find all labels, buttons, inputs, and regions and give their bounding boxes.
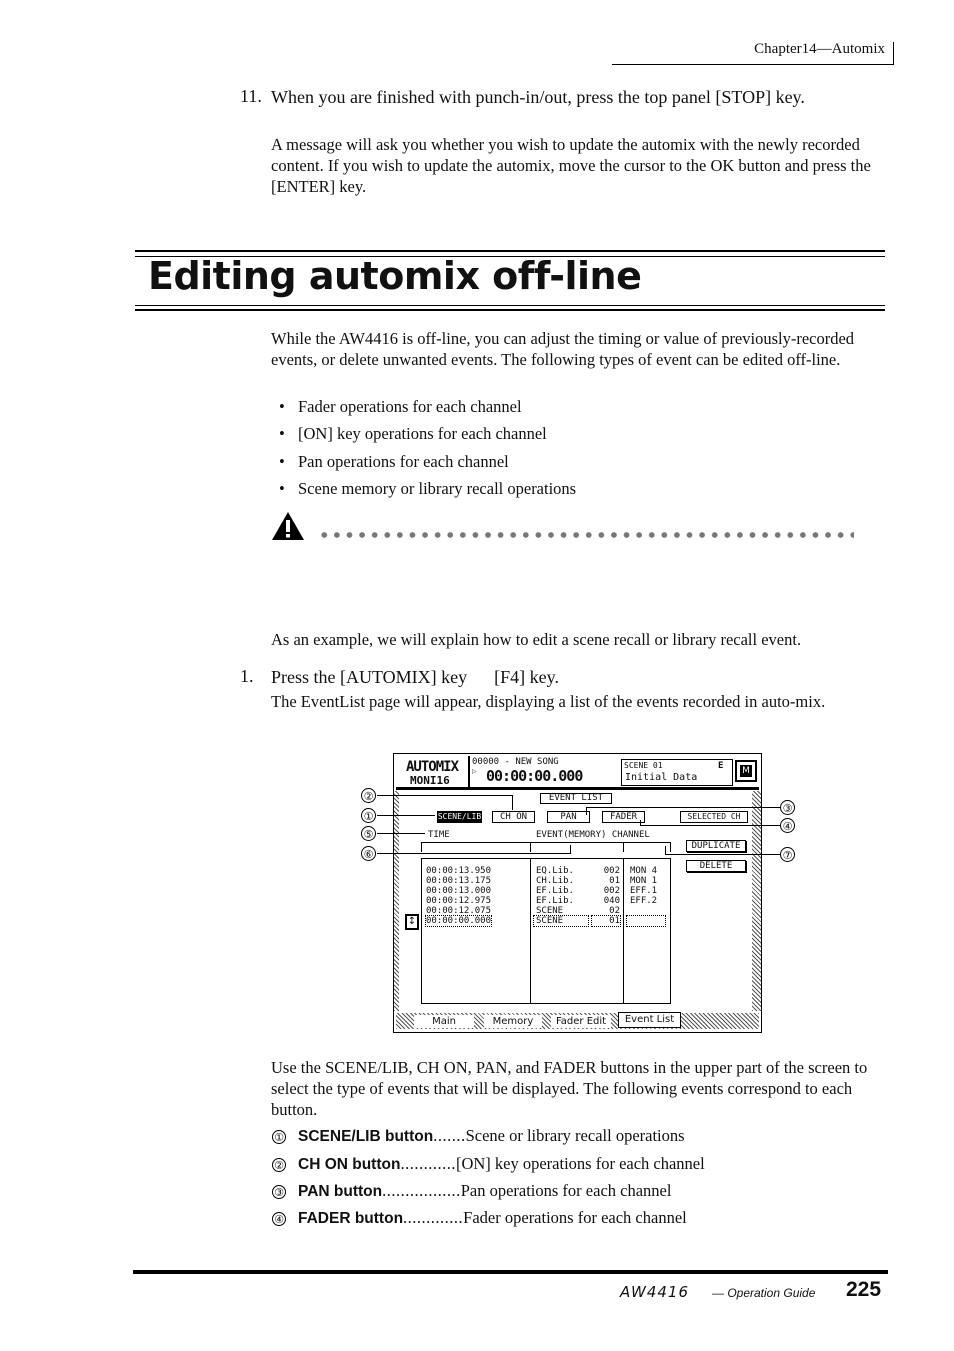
step-text: Press the [AUTOMIX] key [F4] key. [271,667,559,687]
list-item[interactable]: 00:00:13.000 [426,886,492,896]
pan-button[interactable]: PAN [547,811,590,823]
list-entry-desc: [ON] key operations for each channel [455,1154,705,1173]
section-title: Editing automix off-line [148,254,642,298]
list-entry-name: PAN button [298,1183,383,1200]
step-number: 1. [240,666,254,686]
callout-4: ④ [780,818,795,833]
list-item-num: 002 [603,866,620,876]
scene-lib-button[interactable]: SCENE/LIB [437,812,482,821]
list-item-num: 002 [603,886,620,896]
bullet-dot: • [279,452,285,471]
lcd-divider [396,787,759,790]
heading-rule-bottom [135,309,885,311]
list-item-selected[interactable]: 00:00:00.000 [426,916,492,926]
callout-leader [570,845,571,853]
lcd-m-icon: M [740,765,752,777]
header-rule-tick [893,42,894,65]
callout-leader [586,807,587,815]
lcd-event-list-label: EVENT LIST [540,793,612,804]
list-item-channel[interactable] [627,916,665,926]
tab-fader-edit[interactable]: Fader Edit [551,1015,611,1028]
list-item-event: SCENE [536,906,564,916]
callout-leader [512,795,513,810]
list-item-event: EF.Lib. [536,896,574,906]
lcd-hatch-right [752,791,761,1011]
list-entry-leader: ............. [403,1208,464,1227]
list-item-channel: EFF.1 [630,886,658,896]
list-item-num[interactable]: 01 [592,916,620,926]
list-item-channel: MON 4 [630,866,658,876]
list-item[interactable]: 00:00:12.975 [426,896,492,906]
list-item-num: 040 [603,896,620,906]
list-entry [298,1181,671,1201]
list-entry-desc: Pan operations for each channel [460,1181,672,1200]
list-entry-name: CH ON button [298,1156,401,1173]
list-item[interactable]: 00:00:12.075 [426,906,492,916]
callout-leader [586,807,780,808]
list-item-event[interactable]: SCENE [534,916,588,926]
delete-button[interactable]: DELETE [686,860,746,872]
list-item-channel: MON 1 [630,876,658,886]
list-entry [298,1126,685,1146]
intro-paragraph: While the AW4416 is off-line, you can adjust the timing or value of previously-recorded events, or delete unwanted events. The following types of event can be edited off-line. [271,329,855,369]
bullet-dot: • [279,397,285,416]
callout-leader [665,854,780,855]
list-number: ② [272,1158,286,1172]
callout-7: ⑦ [780,847,795,862]
lcd-play-icon: ▷ [472,768,477,775]
callout-leader [377,833,425,834]
row-select-arrow-icon[interactable]: ↕ [405,914,419,930]
fader-button[interactable]: FADER [602,811,645,823]
duplicate-button[interactable]: DUPLICATE [686,840,746,852]
callout-leader [377,853,571,854]
heading-rule-top [135,250,885,252]
example-paragraph: As an example, we will explain how to edit a scene recall or library recall event. [271,630,802,649]
tab-event-list[interactable]: Event List [618,1012,681,1028]
list-item[interactable]: 00:00:13.950 [426,866,492,876]
step-description: A message will ask you whether you wish to update the automix with the newly recorded content. If you wish to update the automix, move the cursor to the OK button and press the [ENTER] key. [271,135,871,196]
step-description: The EventList page will appear, displaying a list of the events recorded in auto-mix. [271,692,826,711]
lcd-scene-label: SCENE 01 [624,761,663,770]
tab-memory[interactable]: Memory [484,1015,542,1028]
callout-leader [377,815,435,816]
footer-guide: — Operation Guide [712,1286,816,1300]
list-number: ① [272,1130,286,1144]
list-entry-leader: ................. [382,1181,461,1200]
list-entry [298,1154,705,1174]
callout-3: ③ [780,800,795,815]
lcd-subtitle: MONI16 [410,774,450,787]
lcd-scene-name: Initial Data [625,772,698,783]
lcd-scene-flag: E [718,761,724,771]
warning-dotted-line [318,531,854,539]
callout-2: ② [361,788,376,803]
list-entry-leader: ............ [400,1154,456,1173]
lcd-time: 00:00:00.000 [486,767,583,785]
callout-leader [377,795,513,796]
lcd-col-event: EVENT(MEMORY) CHANNEL [536,830,650,840]
callout-5: ⑤ [361,826,376,841]
lcd-col-divider [623,858,624,1004]
bullet-dot: • [279,479,285,498]
lcd-col-time: TIME [428,830,450,840]
callout-6: ⑥ [361,846,376,861]
lcd-hatch-left [394,791,399,1011]
header-rule [612,64,894,65]
tab-main[interactable]: Main [414,1015,474,1028]
callout-leader [665,846,666,854]
list-item-channel: EFF.2 [630,896,658,906]
bullet-dot: • [279,424,285,443]
callout-leader [640,820,641,826]
step-text: When you are finished with punch-in/out, press the top panel [STOP] key. [271,87,805,107]
lcd-song: 00000 - NEW SONG [472,757,559,767]
lcd-col-divider [530,858,531,1004]
list-item-event: CH.Lib. [536,876,574,886]
bullet-item: Scene memory or library recall operations [298,479,577,498]
product-logo: AW4416 [620,1283,690,1301]
lcd-scene-box [621,759,733,786]
list-item-num: 01 [609,876,620,886]
bullet-item: [ON] key operations for each channel [298,424,547,443]
lcd-scrollbar-box[interactable] [421,842,671,852]
warning-icon [271,511,305,541]
list-entry-name: SCENE/LIB button [298,1128,434,1145]
selected-ch-button[interactable]: SELECTED CH [680,811,748,823]
lcd-corner-icon [735,760,757,782]
list-entry-leader: ....... [433,1126,466,1145]
page-number: 225 [846,1278,882,1301]
bullet-item: Pan operations for each channel [298,452,509,471]
heading-rule-bottom-thin [135,305,885,306]
callout-1: ① [361,808,376,823]
ch-on-button[interactable]: CH ON [492,811,535,823]
list-entry [298,1208,687,1228]
step-number: 11. [240,86,262,106]
list-item-event: EF.Lib. [536,886,574,896]
list-entry-desc: Fader operations for each channel [463,1208,687,1227]
footer-rule [133,1270,888,1274]
callout-leader [640,825,780,826]
list-item-event: EQ.Lib. [536,866,574,876]
list-entry-desc: Scene or library recall operations [465,1126,685,1145]
bullet-item: Fader operations for each channel [298,397,522,416]
lcd-col-divider [530,842,531,852]
list-item[interactable]: 00:00:13.175 [426,876,492,886]
lcd-title: AUTOMIX [406,759,459,775]
lcd-col-divider [623,842,624,852]
list-number: ③ [272,1185,286,1199]
list-entry-name: FADER button [298,1210,404,1227]
chapter-header: Chapter14—Automix [754,41,885,57]
buttons-paragraph: Use the SCENE/LIB, CH ON, PAN, and FADER buttons in the upper part of the screen to select the type of events that will be displayed. The following events correspond to each button. [271,1058,868,1119]
list-item-num: 02 [609,906,620,916]
lcd-title-block [396,756,470,787]
list-number: ④ [272,1212,286,1226]
